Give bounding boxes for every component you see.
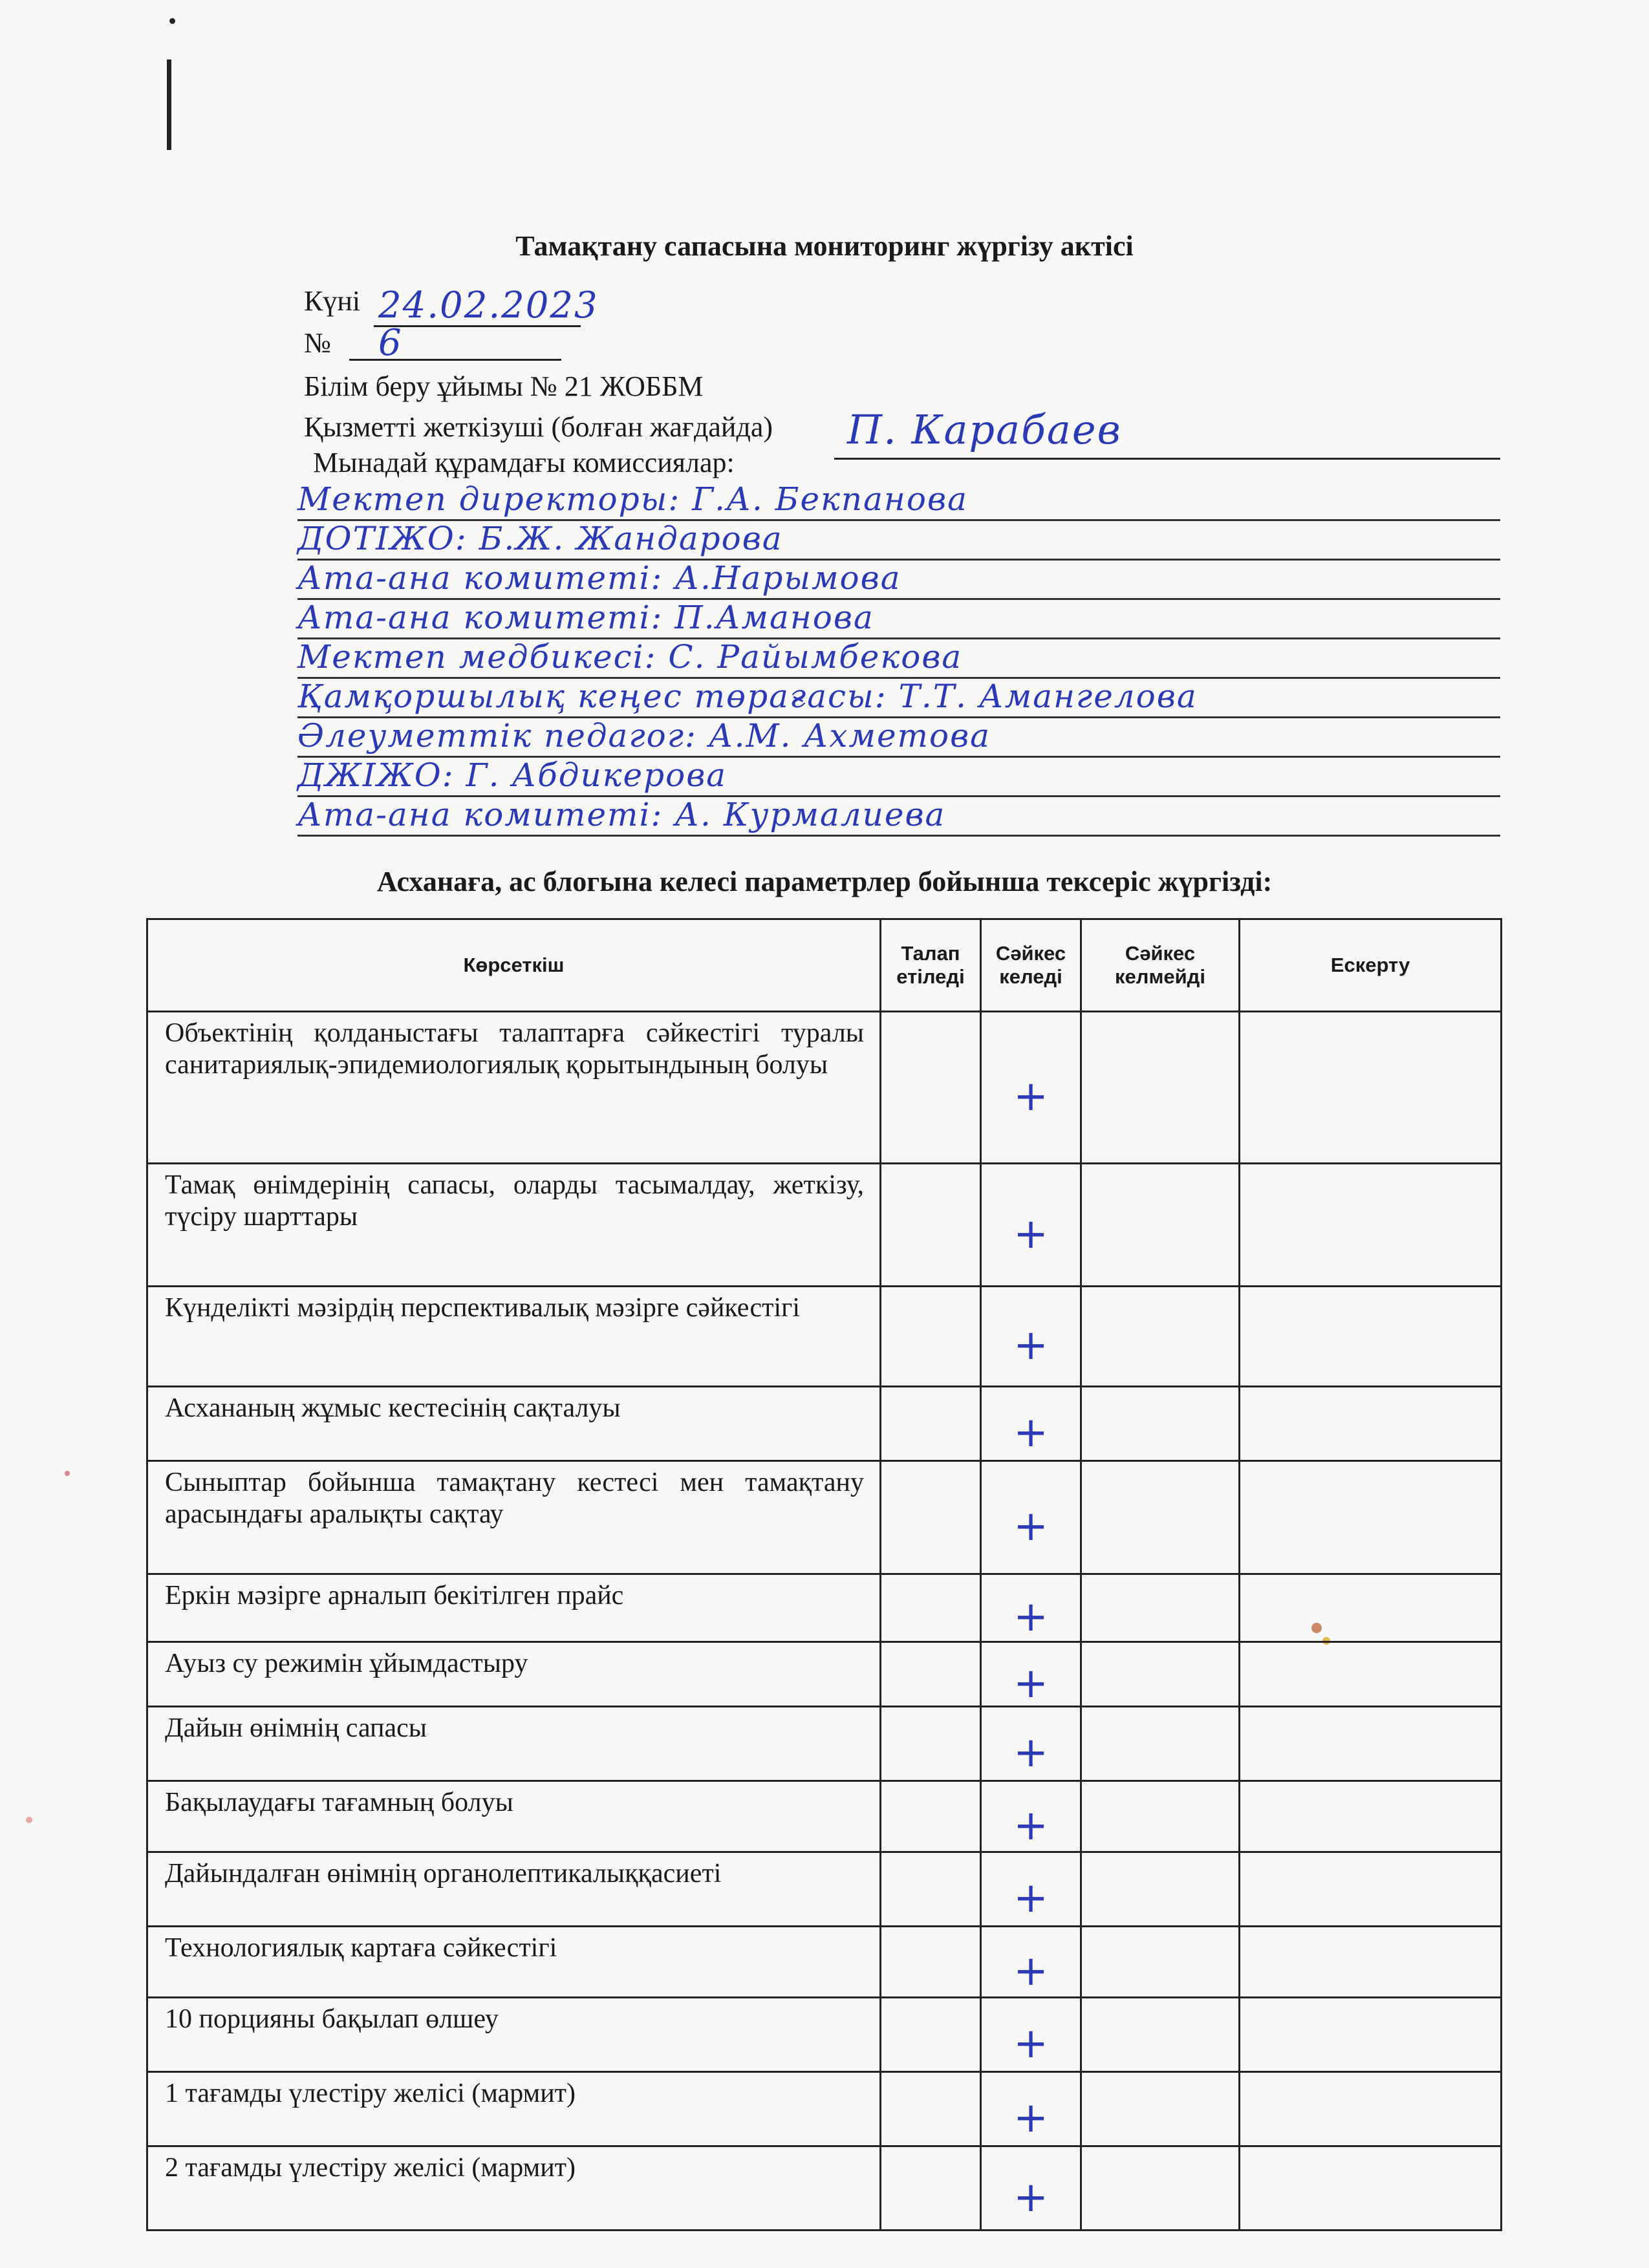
indicator-cell-text: Тамақ өнімдерінің сапасы, оларды тасымалдау, жеткізу, түсіру шарттары (165, 1170, 864, 1232)
compliant-cell (981, 1707, 1081, 1781)
check-mark: + (1013, 1409, 1048, 1457)
compliant-cell (981, 2146, 1081, 2231)
date-row (304, 284, 360, 317)
date-label: Күні (304, 285, 361, 317)
commission-list (297, 482, 1500, 837)
col-header-note: Ескерту (1240, 919, 1502, 1012)
required-cell (881, 1574, 981, 1642)
indicator-cell-text: Дайындалған өнімнің органолептикалыққасиеті (165, 1859, 722, 1888)
indicator-cell-text: Технологиялық картаға сәйкестігі (165, 1933, 557, 1963)
table-row (147, 1642, 1502, 1707)
table-row (147, 2072, 1502, 2146)
noncompliant-cell (1081, 1852, 1240, 1927)
check-mark: + (1013, 1947, 1048, 1995)
required-cell (881, 1998, 981, 2072)
inspection-table (146, 918, 1502, 2231)
indicator-cell (147, 1781, 881, 1852)
col-header-compliant: Сәйкес келеді (981, 919, 1081, 1012)
number-value: 6 (378, 322, 403, 364)
compliant-cell (981, 1387, 1081, 1461)
number-row (304, 326, 331, 359)
indicator-cell-text: Күнделікті мәзірдің перспективалық мәзірге сәйкестігі (165, 1293, 801, 1323)
noncompliant-cell (1081, 1574, 1240, 1642)
check-mark: + (1013, 2173, 1048, 2221)
compliant-cell (981, 1461, 1081, 1574)
note-cell (1240, 1287, 1502, 1387)
noncompliant-cell (1081, 1164, 1240, 1287)
noncompliant-cell (1081, 1012, 1240, 1164)
indicator-cell-text: Объектінің қолданыстағы талаптарға сәйкестігі туралы санитариялық-эпидемиологиялық қорытындының болуы (165, 1018, 864, 1080)
required-cell (881, 1642, 981, 1707)
check-mark: + (1013, 1503, 1048, 1550)
table-row (147, 1461, 1502, 1574)
required-cell (881, 1387, 981, 1461)
check-mark: + (1013, 1801, 1048, 1850)
indicator-cell-text: 2 тағамды үлестіру желісі (мармит) (165, 2153, 576, 2183)
check-mark: + (1013, 2020, 1048, 2068)
note-cell (1240, 1461, 1502, 1574)
note-cell (1240, 1164, 1502, 1287)
table-header-row (147, 919, 1502, 1012)
commission-member: Ата-ана комитеті: П.Аманова (297, 600, 1500, 639)
commission-member: ДЖІЖО: Г. Абдикерова (297, 758, 1500, 797)
indicator-cell-text: Асхананың жұмыс кестесінің сақталуы (165, 1393, 621, 1423)
note-cell (1240, 1642, 1502, 1707)
compliant-cell (981, 1164, 1081, 1287)
required-cell (881, 1012, 981, 1164)
table-row (147, 1781, 1502, 1852)
noncompliant-cell (1081, 1707, 1240, 1781)
commission-member: Ата-ана комитеті: А.Нарымова (297, 561, 1500, 600)
commission-member: Әлеуметтік педагог: А.М. Ахметова (297, 718, 1500, 758)
table-row (147, 1998, 1502, 2072)
note-cell (1240, 1998, 1502, 2072)
check-mark: + (1013, 1321, 1048, 1369)
indicator-cell-text: Бақылаудағы тағамның болуы (165, 1788, 513, 1817)
indicator-cell (147, 1461, 881, 1574)
indicator-cell-text: 10 порцияны бақылап өлшеу (165, 2004, 499, 2034)
required-cell (881, 2072, 981, 2146)
commission-member: Ата-ана комитеті: А. Курмалиева (297, 797, 1500, 837)
required-cell (881, 1287, 981, 1387)
indicator-cell (147, 1852, 881, 1927)
noncompliant-cell (1081, 1642, 1240, 1707)
check-mark: + (1013, 1210, 1048, 1258)
indicator-cell (147, 1998, 881, 2072)
noncompliant-cell (1081, 2146, 1240, 2231)
required-cell (881, 1927, 981, 1998)
table-row (147, 1387, 1502, 1461)
compliant-cell (981, 1998, 1081, 2072)
commission-member: Қамқоршылық кеңес төрағасы: Т.Т. Амангелова (297, 679, 1500, 718)
noncompliant-cell (1081, 1387, 1240, 1461)
check-mark: + (1013, 1593, 1048, 1641)
compliant-cell (981, 1781, 1081, 1852)
indicator-cell (147, 1287, 881, 1387)
scan-speck (65, 1471, 70, 1476)
table-row (147, 1707, 1502, 1781)
indicator-cell-text: Еркін мәзірге арналып бекітілген прайс (165, 1581, 624, 1610)
indicator-cell (147, 1707, 881, 1781)
table-row (147, 1164, 1502, 1287)
required-cell (881, 1781, 981, 1852)
provider-underline (834, 458, 1500, 460)
note-cell (1240, 1927, 1502, 1998)
indicator-cell-text: Сыныптар бойынша тамақтану кестесі мен тамақтану арасындағы аралықты сақтау (165, 1468, 864, 1530)
scan-bar (167, 59, 171, 150)
commission-member: Мектеп директоры: Г.А. Бекпанова (297, 482, 1500, 521)
note-cell (1240, 1707, 1502, 1781)
note-cell (1240, 2146, 1502, 2231)
compliant-cell (981, 1852, 1081, 1927)
indicator-cell (147, 1927, 881, 1998)
indicator-cell-text: Дайын өнімнің сапасы (165, 1713, 427, 1743)
check-mark: + (1013, 2094, 1048, 2142)
compliant-cell (981, 1012, 1081, 1164)
col-header-indicator: Көрсеткіш (147, 919, 881, 1012)
required-cell (881, 1461, 981, 1574)
compliant-cell (981, 1927, 1081, 1998)
compliant-cell (981, 1574, 1081, 1642)
noncompliant-cell (1081, 1461, 1240, 1574)
commission-label: Мынадай құрамдағы комиссиялар: (313, 447, 735, 478)
commission-member: ДОТІЖО: Б.Ж. Жандарова (297, 521, 1500, 561)
indicator-cell (147, 2146, 881, 2231)
table-row (147, 1012, 1502, 1164)
scan-speck (26, 1817, 32, 1823)
check-mark: + (1013, 1874, 1048, 1922)
required-cell (881, 2146, 981, 2231)
noncompliant-cell (1081, 1287, 1240, 1387)
compliant-cell (981, 1642, 1081, 1707)
col-header-required: Талап етіледі (881, 919, 981, 1012)
indicator-cell (147, 1574, 881, 1642)
inspection-subtitle: Асханаға, ас блогына келесі параметрлер бойынша тексеріс жүргізді: (376, 866, 1273, 897)
commission-member: Мектеп медбикесі: С. Райымбекова (297, 639, 1500, 679)
indicator-cell-text: Ауыз су режимін ұйымдастыру (165, 1649, 528, 1678)
number-label: № (304, 327, 331, 359)
col-header-noncompliant: Сәйкес келмейді (1081, 919, 1240, 1012)
required-cell (881, 1164, 981, 1287)
document-title: Тамақтану сапасына мониторинг жүргізу актісі (515, 230, 1134, 262)
note-cell (1240, 1387, 1502, 1461)
note-cell (1240, 2072, 1502, 2146)
check-mark: + (1013, 1073, 1048, 1120)
required-cell (881, 1707, 981, 1781)
check-mark: + (1013, 1729, 1048, 1777)
note-cell (1240, 1574, 1502, 1642)
organization-line: Білім беру ұйымы № 21 ЖОББМ (304, 370, 704, 402)
indicator-cell (147, 1387, 881, 1461)
date-value: 24.02.2023 (378, 284, 599, 326)
compliant-cell (981, 1287, 1081, 1387)
table-row (147, 1287, 1502, 1387)
check-mark: + (1013, 1659, 1048, 1707)
noncompliant-cell (1081, 1781, 1240, 1852)
indicator-cell-text: 1 тағамды үлестіру желісі (мармит) (165, 2079, 576, 2108)
scan-dot (169, 18, 175, 24)
provider-value: П. Карабаев (847, 406, 1122, 453)
note-cell (1240, 1012, 1502, 1164)
compliant-cell (981, 2072, 1081, 2146)
provider-label: Қызметті жеткізуші (болған жағдайда) (304, 411, 773, 443)
indicator-cell (147, 1164, 881, 1287)
indicator-cell (147, 1642, 881, 1707)
indicator-cell (147, 1012, 881, 1164)
table-row (147, 1574, 1502, 1642)
noncompliant-cell (1081, 1927, 1240, 1998)
indicator-cell (147, 2072, 881, 2146)
noncompliant-cell (1081, 1998, 1240, 2072)
table-row (147, 1927, 1502, 1998)
table-row (147, 1852, 1502, 1927)
note-cell (1240, 1781, 1502, 1852)
note-cell (1240, 1852, 1502, 1927)
noncompliant-cell (1081, 2072, 1240, 2146)
table-row (147, 2146, 1502, 2231)
required-cell (881, 1852, 981, 1927)
table-body (147, 1012, 1502, 2231)
